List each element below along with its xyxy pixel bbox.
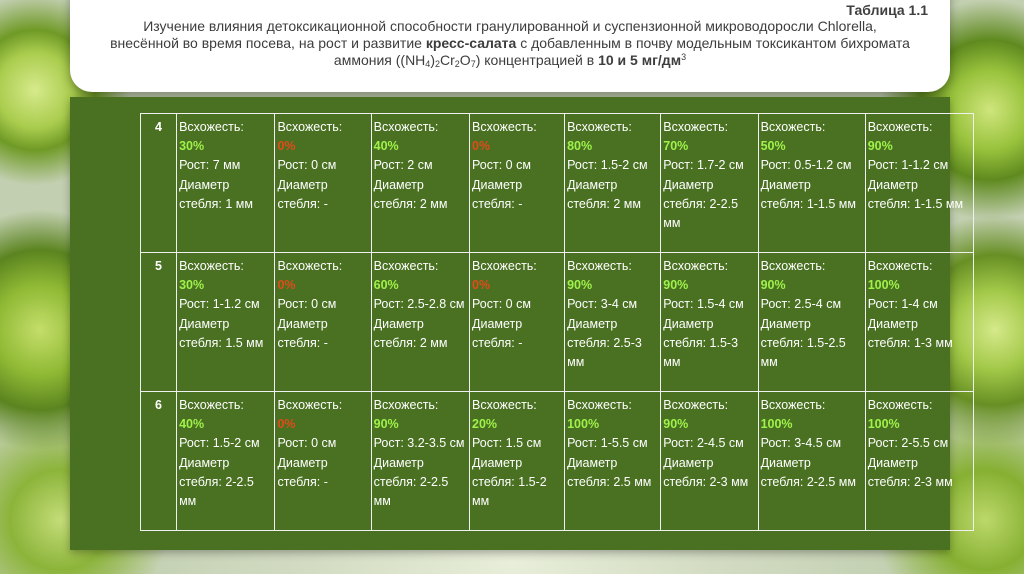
growth-value: Рост: 1.5-4 см [663,297,744,312]
germination-label: Всхожесть: [567,398,632,412]
diameter-label: Диаметр [663,316,714,331]
growth-value: Рост: 0 см [277,158,337,173]
table-cell [565,253,661,392]
germination-value: 40% [373,139,399,154]
growth-value: Рост: 1-5.5 см [567,436,648,451]
table-row [141,114,974,253]
table-cell [565,114,661,253]
stem-diameter-value: стебля: 1.5 мм [179,335,264,350]
germination-value: 60% [373,278,399,293]
germination-label: Всхожесть: [567,259,632,273]
germination-value: 90% [867,139,893,154]
stem-diameter-value: стебля: - [277,196,328,211]
germination-value: 100% [867,417,900,432]
diameter-label: Диаметр [472,455,523,470]
growth-value: Рост: 1-4 см [867,297,938,312]
germination-value: 20% [472,417,498,432]
diameter-label: Диаметр [760,455,811,470]
stem-diameter-value: стебля: 2 мм [373,196,448,211]
results-table [140,113,974,531]
growth-value: Рост: 0 см [277,436,337,451]
growth-value: Рост: 0 см [277,297,337,312]
growth-value: Рост: 0 см [472,297,531,312]
germination-label: Всхожесть: [663,259,729,273]
stem-diameter-value: стебля: 1.5-2.5 мм [760,335,846,370]
stem-diameter-value: стебля: - [277,474,328,489]
stem-diameter-value: стебля: 2-2.5 мм [760,474,856,489]
stem-diameter-value: стебля: - [472,196,523,211]
table-cell [865,114,973,253]
table-cell [758,114,865,253]
title-subscript: 4 [425,59,431,69]
title-part: ) концентрацией в [475,52,599,68]
germination-label: Всхожесть: [472,259,537,273]
diameter-label: Диаметр [277,455,328,470]
diameter-label: Диаметр [567,177,618,192]
table-cell [661,114,758,253]
germination-label: Всхожесть: [760,398,826,412]
diameter-label: Диаметр [760,316,811,331]
growth-value: Рост: 3-4.5 см [760,436,842,451]
germination-value: 0% [472,139,491,154]
growth-value: Рост: 1.5-2 см [179,436,260,451]
germination-label: Всхожесть: [867,120,933,134]
diameter-label: Диаметр [472,177,523,192]
diameter-label: Диаметр [760,177,811,192]
germination-label: Всхожесть: [472,120,537,134]
diameter-label: Диаметр [179,316,230,331]
growth-value: Рост: 1-1.2 см [867,158,949,173]
title-part: с добавленным в почву модельным токсикантом бихромата аммония ((NH [333,35,910,68]
germination-label: Всхожесть: [373,259,439,273]
table-cell [758,253,865,392]
table-cell [275,114,371,253]
stem-diameter-value: стебля: 2-2.5 мм [179,474,254,509]
table-cell [470,114,565,253]
title-bold: 10 и 5 мг/дм [598,52,682,68]
germination-value: 100% [567,417,600,432]
growth-value: Рост: 1.5 см [472,436,542,451]
germination-value: 90% [760,278,786,293]
stem-diameter-value: стебля: 1-1.5 мм [867,196,964,211]
germination-value: 0% [277,417,296,432]
title-superscript: 3 [681,52,687,62]
table-cell [177,392,275,531]
table-cell [371,392,469,531]
table-cell [177,114,275,253]
diameter-label: Диаметр [373,455,424,470]
diameter-label: Диаметр [179,177,230,192]
diameter-label: Диаметр [867,455,918,470]
title-part: O [459,52,471,68]
germination-label: Всхожесть: [277,120,343,134]
stem-diameter-value: стебля: 2-2.5 мм [373,474,449,509]
table-row [141,392,974,531]
growth-value: Рост: 3-4 см [567,297,638,312]
table-cell [865,392,973,531]
germination-value: 90% [373,417,399,432]
page-title [110,18,910,71]
germination-label: Всхожесть: [472,398,537,412]
germination-value: 0% [472,278,491,293]
table-cell [661,253,758,392]
row-number: 6 [141,392,177,531]
diameter-label: Диаметр [867,177,918,192]
stem-diameter-value: стебля: 2 мм [567,196,641,211]
germination-value: 40% [179,417,205,432]
stem-diameter-value: стебля: - [277,335,328,350]
germination-value: 90% [663,278,689,293]
diameter-label: Диаметр [373,177,424,192]
growth-value: Рост: 1.5-2 см [567,158,648,173]
germination-value: 100% [760,417,793,432]
stem-diameter-value: стебля: 2 мм [373,335,448,350]
growth-value: Рост: 7 мм [179,158,241,173]
germination-value: 30% [179,278,205,293]
diameter-label: Диаметр [567,316,618,331]
stem-diameter-value: стебля: 1-1.5 мм [760,196,856,211]
growth-value: Рост: 2 см [373,158,433,173]
growth-value: Рост: 3.2-3.5 см [373,436,465,451]
germination-label: Всхожесть: [567,120,632,134]
growth-value: Рост: 1-1.2 см [179,297,260,312]
table-cell [470,253,565,392]
germination-label: Всхожесть: [663,398,729,412]
stem-diameter-value: стебля: 2-3 мм [867,474,953,489]
diameter-label: Диаметр [277,177,328,192]
title-subscript: 2 [454,59,460,69]
title-subscript: 7 [470,59,476,69]
stem-diameter-value: стебля: 2-2.5 мм [663,196,739,231]
title-bold: кресс-салата [425,35,517,51]
germination-label: Всхожесть: [760,259,826,273]
germination-label: Всхожесть: [373,120,439,134]
germination-label: Всхожесть: [179,398,244,412]
germination-label: Всхожесть: [663,120,729,134]
table-cell [371,114,469,253]
growth-value: Рост: 0.5-1.2 см [760,158,852,173]
growth-value: Рост: 2.5-4 см [760,297,842,312]
title-subscript: 2 [434,59,440,69]
diameter-label: Диаметр [663,455,714,470]
germination-label: Всхожесть: [867,398,933,412]
germination-label: Всхожесть: [179,259,244,273]
table-cell [758,392,865,531]
growth-value: Рост: 2-4.5 см [663,436,744,451]
title-card [70,0,950,92]
table-cell [565,392,661,531]
title-part: Изучение влияния детоксикационной способности гранулированной и суспензионной микроводоросли Chlorella, внесённой во время посева, на рост и развитие [110,18,877,51]
germination-value: 30% [179,139,205,154]
diameter-label: Диаметр [472,316,523,331]
diameter-label: Диаметр [867,316,918,331]
stem-diameter-value: стебля: 2.5-3 мм [567,335,642,370]
table-cell [865,253,973,392]
stem-diameter-value: стебля: 1.5-3 мм [663,335,739,370]
germination-label: Всхожесть: [179,120,244,134]
diameter-label: Диаметр [373,316,424,331]
table-cell [470,392,565,531]
table-cell [275,253,371,392]
germination-value: 100% [867,278,900,293]
stem-diameter-value: стебля: 1-3 мм [867,335,953,350]
germination-value: 70% [663,139,689,154]
diameter-label: Диаметр [179,455,230,470]
table-cell [371,253,469,392]
row-number: 4 [141,114,177,253]
germination-value: 50% [760,139,786,154]
table-panel [70,97,964,550]
diameter-label: Диаметр [277,316,328,331]
germination-value: 90% [663,417,689,432]
germination-label: Всхожесть: [373,398,439,412]
stem-diameter-value: стебля: - [472,335,523,350]
table-cell [177,253,275,392]
growth-value: Рост: 2-5.5 см [867,436,949,451]
germination-label: Всхожесть: [760,120,826,134]
germination-label: Всхожесть: [867,259,933,273]
stem-diameter-value: стебля: 2.5 мм [567,474,652,489]
germination-value: 90% [567,278,593,293]
stem-diameter-value: стебля: 1 мм [179,196,253,211]
germination-label: Всхожесть: [277,259,343,273]
table-cell [661,392,758,531]
table-label: Таблица 1.1 [846,2,928,18]
table-cell [275,392,371,531]
diameter-label: Диаметр [567,455,618,470]
growth-value: Рост: 0 см [472,158,531,173]
stem-diameter-value: стебля: 2-3 мм [663,474,749,489]
germination-value: 0% [277,139,296,154]
diameter-label: Диаметр [663,177,714,192]
table-body [141,114,974,531]
germination-value: 0% [277,278,296,293]
title-part: ) [430,52,435,68]
table-row [141,253,974,392]
title-part: Cr [440,52,455,68]
growth-value: Рост: 1.7-2 см [663,158,744,173]
germination-value: 80% [567,139,593,154]
growth-value: Рост: 2.5-2.8 см [373,297,465,312]
row-number: 5 [141,253,177,392]
stem-diameter-value: стебля: 1.5-2 мм [472,474,547,509]
germination-label: Всхожесть: [277,398,343,412]
